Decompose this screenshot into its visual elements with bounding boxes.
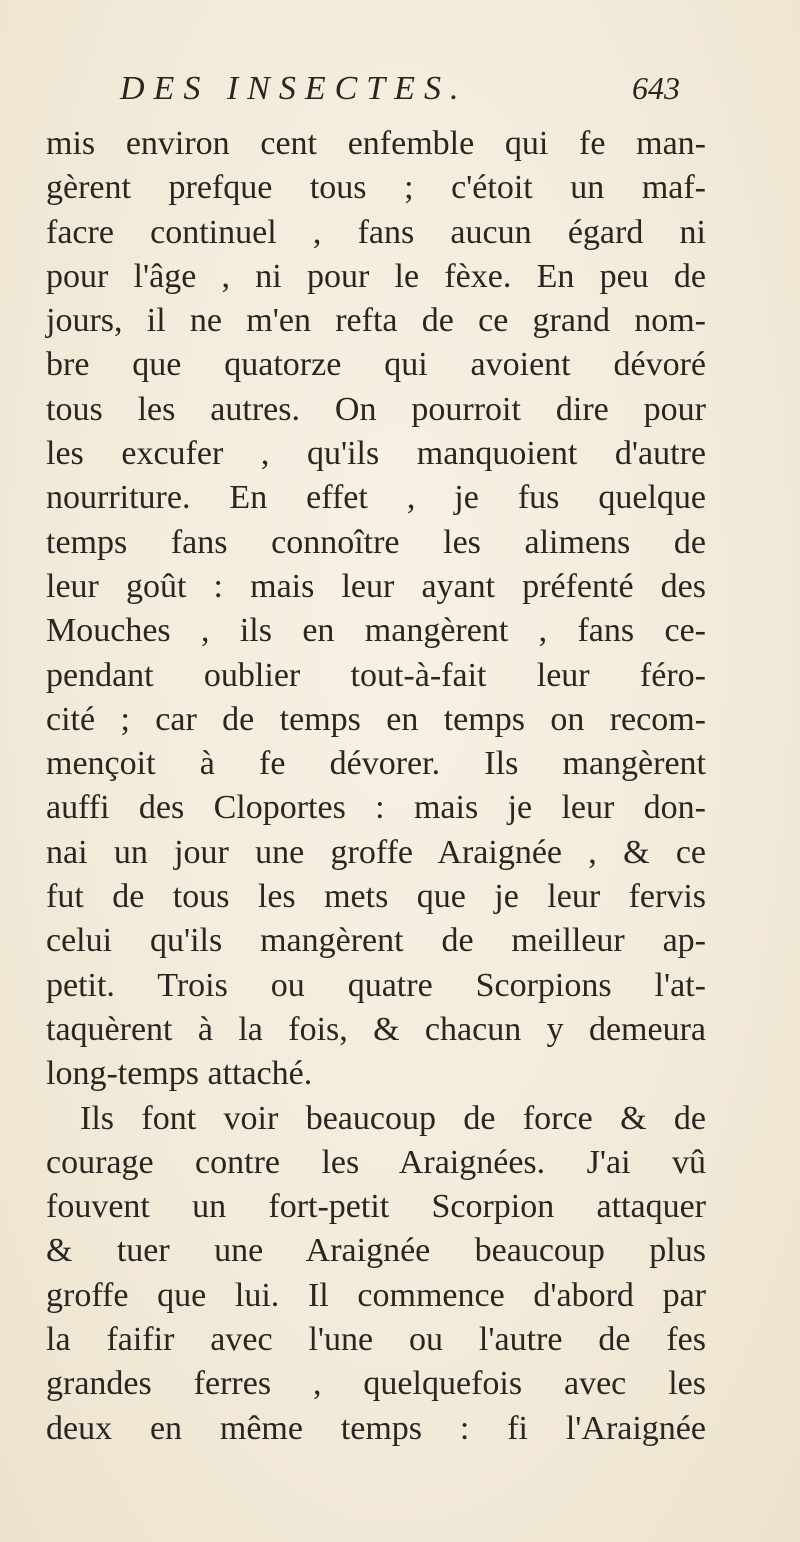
body-text [46, 122, 706, 1451]
text-line: deux en même temps : fi l'Araignée [46, 1409, 706, 1447]
text-line: gèrent prefque tous ; c'étoit un maf- [46, 169, 706, 207]
text-line: jours, il ne m'en refta de ce grand nom- [46, 302, 706, 340]
text-line: bre que quatorze qui avoient dévoré [46, 346, 706, 384]
page-header [120, 70, 680, 120]
text-line: temps fans connoître les alimens de [46, 523, 706, 561]
text-line: taquèrent à la fois, & chacun y demeura [46, 1010, 706, 1048]
text-line: courage contre les Araignées. J'ai vû [46, 1143, 706, 1181]
text-line: leur goût : mais leur ayant préfenté des [46, 567, 706, 605]
text-line: auffi des Cloportes : mais je leur don- [46, 789, 706, 827]
page-number: 643 [632, 70, 680, 106]
text-line: mis environ cent enfemble qui fe man- [46, 125, 706, 162]
text-line: Mouches , ils en mangèrent , fans ce- [46, 612, 706, 650]
text-line: nai un jour une groffe Araignée , & ce [46, 833, 706, 871]
text-line: mençoit à fe dévorer. Ils mangèrent [46, 745, 706, 783]
text-line: long-temps attaché. [46, 1055, 313, 1093]
text-line: tous les autres. On pourroit dire pour [46, 390, 706, 428]
text-line: celui qu'ils mangèrent de meilleur ap- [46, 922, 706, 960]
text-line: pour l'âge , ni pour le fèxe. En peu de [46, 257, 706, 295]
text-line: fouvent un fort-petit Scorpion attaquer [46, 1188, 706, 1226]
paragraph-start-line: Ils font voir beaucoup de force & de [80, 1099, 706, 1137]
text-line: groffe que lui. Il commence d'abord par [46, 1276, 706, 1314]
text-line: la faifir avec l'une ou l'autre de fes [46, 1321, 706, 1359]
text-line: facre continuel , fans aucun égard ni [46, 213, 706, 251]
running-title: DES INSECTES. [120, 70, 468, 107]
text-line: & tuer une Araignée beaucoup plus [46, 1232, 706, 1270]
text-line: pendant oublier tout-à-fait leur féro- [46, 656, 706, 694]
text-line: les excufer , qu'ils manquoient d'autre [46, 435, 706, 473]
text-line: fut de tous les mets que je leur fervis [46, 878, 706, 916]
text-line: petit. Trois ou quatre Scorpions l'at- [46, 966, 706, 1004]
text-line: cité ; car de temps en temps on recom- [46, 700, 706, 738]
text-line: grandes ferres , quelquefois avec les [46, 1365, 706, 1403]
text-line: nourriture. En effet , je fus quelque [46, 479, 706, 517]
